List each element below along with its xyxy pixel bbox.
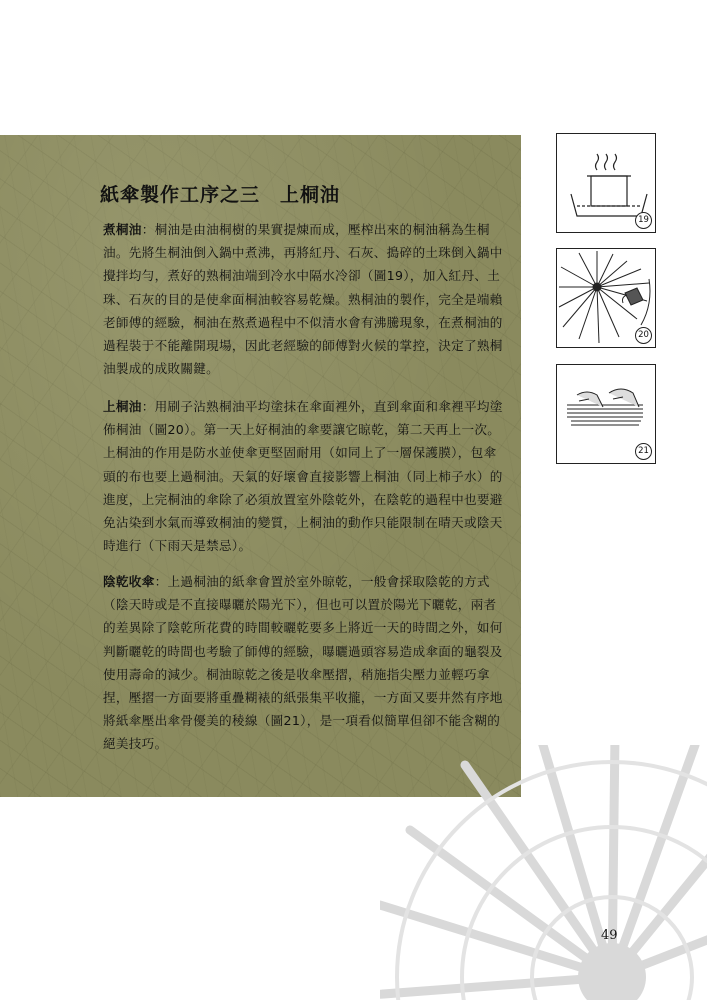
page-number: 49 xyxy=(601,928,618,943)
figure-19 xyxy=(556,133,656,233)
section-body: ：上過桐油的紙傘會置於室外晾乾，一般會採取陰乾的方式（陰天時或是不直接曝曬於陽光下），但也可以置於陽光下曬乾，兩者的差異除了陰乾所花費的時間較曬乾要多上將近一天的時間之外，如何判斷曬乾的時間也考驗了師傅的經驗，曝曬過頭容易造成傘面的龜裂及使用壽命的減少。桐油晾乾之後是收傘壓摺，稍施指尖壓力並輕巧拿捏，壓摺一方面要將重疊糊裱的紙張集平收攏，一方面又要井然有序地將紙傘壓出傘骨優美的稜線（圖21），是一項看似簡單但卻不能含糊的絕美技巧。 xyxy=(103,574,503,752)
section-dry-and-fold xyxy=(103,570,508,756)
figure-20 xyxy=(556,248,656,348)
figure-number-badge: 19 xyxy=(635,212,652,229)
figure-number-badge: 21 xyxy=(635,443,652,460)
section-term: 上桐油 xyxy=(103,399,142,414)
figure-21 xyxy=(556,364,656,464)
section-body: ：桐油是由油桐樹的果實提煉而成，壓榨出來的桐油稱為生桐油。先將生桐油倒入鍋中煮沸，再將紅丹、石灰、搗碎的土珠倒入鍋中攪拌均勻，煮好的熟桐油端到冷水中隔水冷卻（圖19），加入紅丹、土珠、石灰的目的是使傘面桐油較容易乾燥。熟桐油的製作，完全是端賴老師傅的經驗，桐油在熬煮過程中不似清水會有沸騰現象，在煮桐油的過程裝于不能離開現場，因此老經驗的師傅對火候的掌控，決定了熟桐油製成的成敗關鍵。 xyxy=(103,222,503,377)
section-body: ：用刷子沾熟桐油平均塗抹在傘面裡外，直到傘面和傘裡平均塗佈桐油（圖20）。第一天上好桐油的傘要讓它晾乾，第二天再上一次。上桐油的作用是防水並使傘更堅固耐用（如同上了一層保護膜），包傘頭的布也要上過桐油。天氣的好壞會直接影響上桐油（同上柿子水）的進度，上完桐油的傘除了必須放置室外陰乾外，在陰乾的過程中也要避免沾染到水氣而導致桐油的變質，上桐油的動作只能限制在晴天或陰天時進行（下雨天是禁忌）。 xyxy=(103,399,503,554)
figure-number-badge: 20 xyxy=(635,327,652,344)
umbrella-ribs-decoration xyxy=(380,745,707,1000)
page-title: 紙傘製作工序之三 上桐油 xyxy=(100,184,341,206)
section-apply-tung-oil xyxy=(103,395,508,557)
section-boil-tung-oil xyxy=(103,218,508,380)
section-term: 陰乾收傘 xyxy=(103,574,155,589)
section-term: 煮桐油 xyxy=(103,222,142,237)
